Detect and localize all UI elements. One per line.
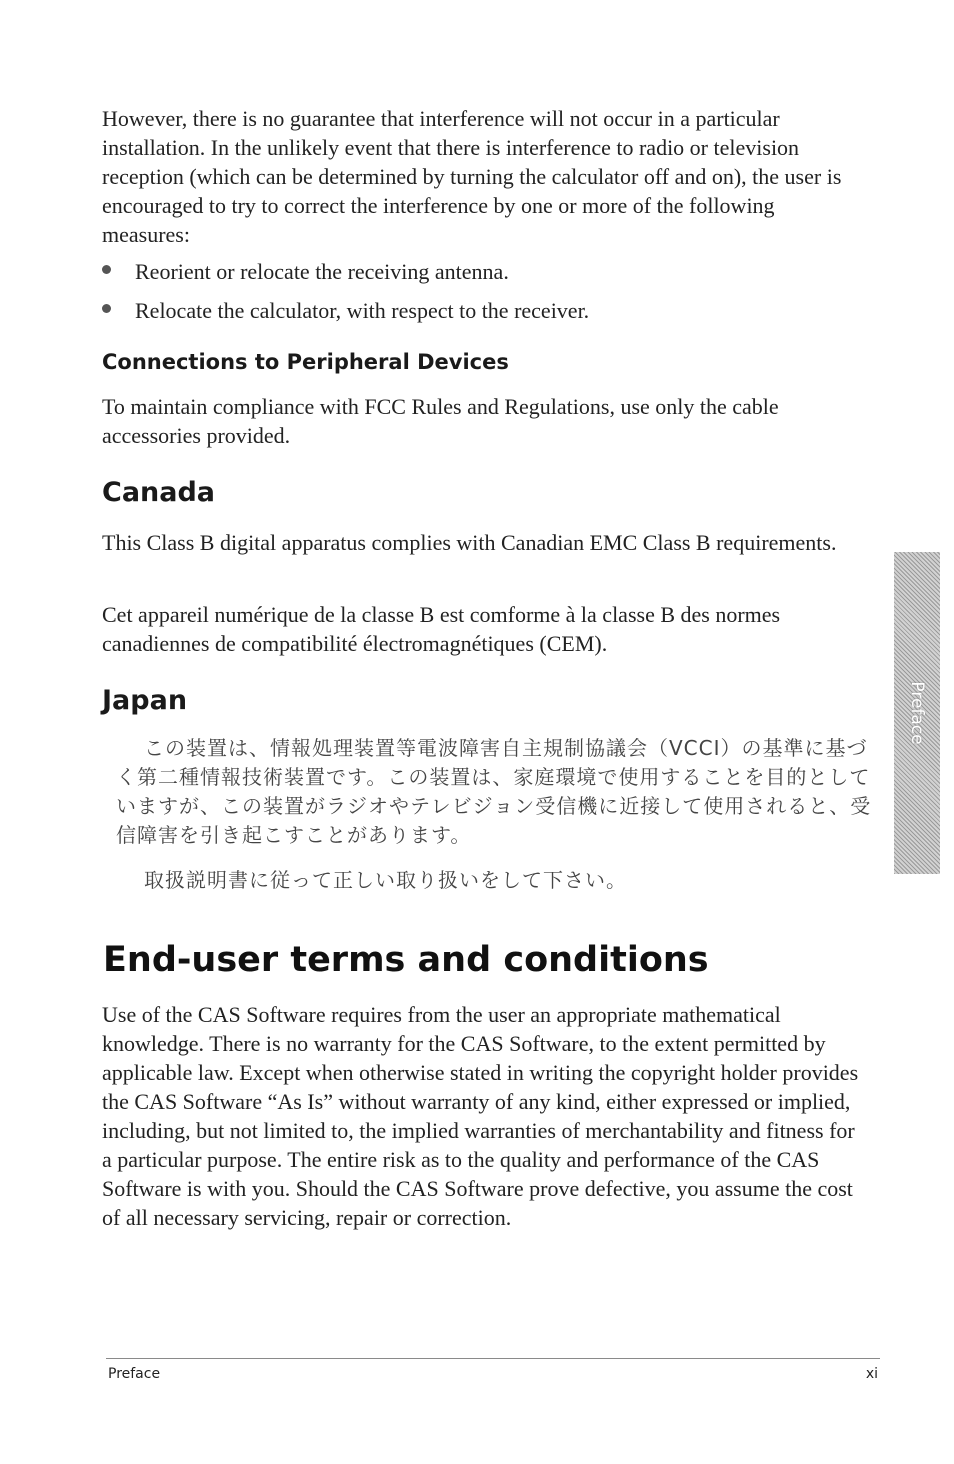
canada-paragraph-fr: Cet appareil numérique de la classe B est comforme à la classe B des normes canadiennes de compatibilité électromagnétiques (CEM).: [102, 602, 781, 656]
end-user-paragraph: Use of the CAS Software requires from the user an appropriate mathematical knowledge. There is no warranty for the CAS Software, to the extent permitted by applicable law. Except when otherwise stated in writing the copyright holder provides the CAS Software “As Is” without warranty of any kind, either expressed or implied, including, but not limited to, the implied warranties of merchantability and fitness for a particular purpose. The entire risk as to the quality and performance of the CAS Software is with you. Should the CAS Software prove defective, you assume the cost of all necessary servicing, repair or correction.: [102, 1002, 859, 1230]
list-item-text: Relocate the calculator, with respect to the receiver.: [135, 298, 590, 323]
bullet-icon: [102, 265, 111, 274]
intro-paragraph: However, there is no guarantee that interference will not occur in a particular installation. In the unlikely event that there is interference to radio or television reception (which can be determined by turning the calculator off and on), the user is encouraged to try to correct the interference by one or more of the following measures:: [102, 106, 842, 247]
side-tab-label: Preface: [907, 681, 927, 745]
japan-instruction: 取扱説明書に従って正しい取り扱いをして下さい。: [144, 868, 627, 892]
peripheral-heading: Connections to Peripheral Devices: [102, 350, 509, 374]
page-number: xi: [865, 1366, 878, 1382]
footer-divider: [106, 1358, 880, 1359]
section-side-tab: [894, 552, 940, 874]
japan-paragraph-text: この装置は、情報処理装置等電波障害自主規制協議会（VCCI）の基準に基づく第二種情報技術装置です。この装置は、家庭環境で使用することを目的としていますが、この装置がラジオやテレビジョン受信機に近接して使用されると、受信障害を引き起こすことがあります。: [116, 736, 872, 847]
end-user-heading: End-user terms and conditions: [103, 940, 709, 980]
canada-heading: Canada: [102, 477, 216, 508]
list-item-text: Reorient or relocate the receiving antenna.: [135, 259, 509, 284]
bullet-icon: [102, 304, 111, 313]
footer-section-label: Preface: [108, 1366, 161, 1382]
japan-paragraph: [116, 734, 876, 850]
japan-heading: Japan: [102, 685, 188, 716]
canada-paragraph-en: This Class B digital apparatus complies with Canadian EMC Class B requirements.: [102, 530, 837, 555]
peripheral-paragraph: To maintain compliance with FCC Rules and Regulations, use only the cable accessories provided.: [102, 394, 779, 448]
